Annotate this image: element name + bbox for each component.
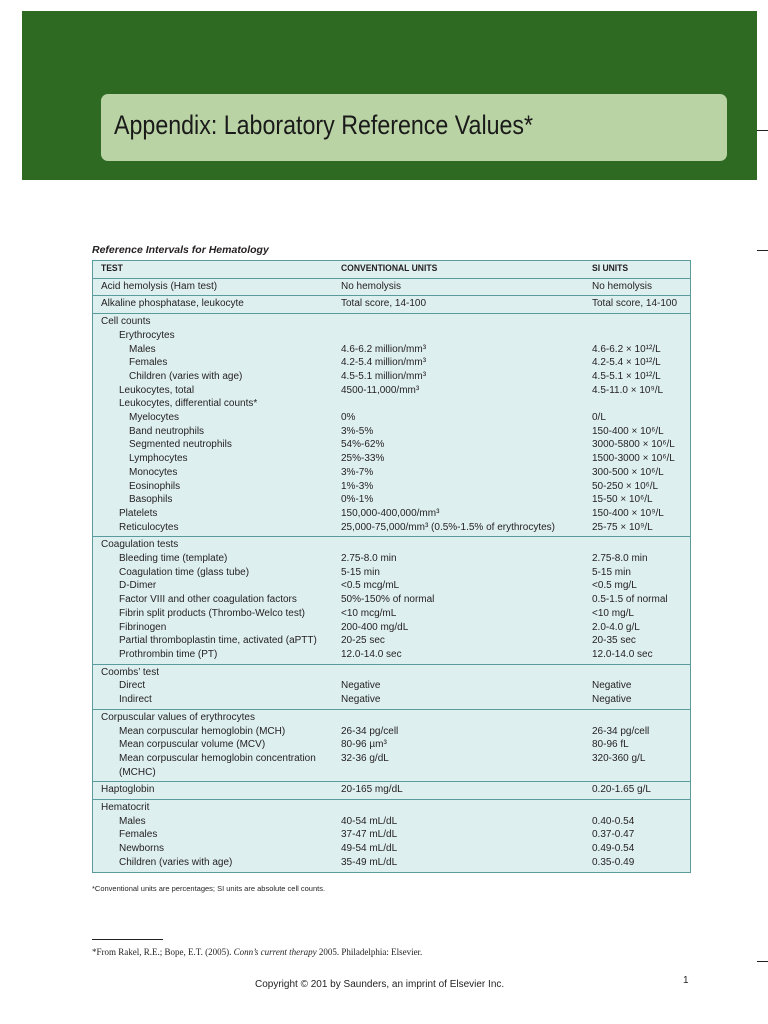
si-units-cell: Negative <box>592 680 632 692</box>
table-row <box>93 752 690 766</box>
conventional-units-cell: Negative <box>341 680 381 692</box>
si-units-cell: 4.2-5.4 × 10¹²/L <box>592 357 661 369</box>
si-units-cell: 0.37-0.47 <box>592 829 635 841</box>
test-name-cell: Leukocytes, differential counts* <box>119 398 258 410</box>
table-row <box>93 452 690 466</box>
test-name-cell: D-Dimer <box>119 580 157 592</box>
conventional-units-cell: 200-400 mg/dL <box>341 621 409 633</box>
conventional-units-cell: 37-47 mL/dL <box>341 829 398 841</box>
table-row <box>93 693 690 707</box>
table-row <box>93 725 690 739</box>
table-row <box>93 384 690 398</box>
table-row <box>93 766 690 780</box>
test-name-cell: Fibrin split products (Thrombo-Welco test) <box>119 607 305 619</box>
test-name-cell: Cell counts <box>101 316 151 328</box>
table-row <box>93 815 690 829</box>
table-row <box>93 679 690 693</box>
table-section <box>93 313 690 536</box>
table-row <box>93 607 690 621</box>
conventional-units-cell: 26-34 pg/cell <box>341 725 399 737</box>
conventional-units-cell: 4.5-5.1 million/mm³ <box>341 370 427 382</box>
table-row <box>93 648 690 662</box>
si-units-cell: No hemolysis <box>592 280 653 292</box>
conventional-units-cell <box>341 801 592 815</box>
column-header-si: SI UNITS <box>592 263 629 274</box>
conventional-units-cell <box>341 329 592 343</box>
si-units-cell <box>592 766 690 780</box>
column-header-conventional: CONVENTIONAL UNITS <box>341 263 438 274</box>
table-section <box>93 781 690 799</box>
si-units-cell: 0.5-1.5 of normal <box>592 594 668 606</box>
test-name-cell: Segmented neutrophils <box>129 439 232 451</box>
test-name-cell: Myelocytes <box>129 412 180 424</box>
test-name-cell: Females <box>119 829 158 841</box>
test-name-cell: Hematocrit <box>101 802 150 814</box>
si-units-cell <box>592 666 690 680</box>
table-row <box>93 666 690 680</box>
table-row <box>93 538 690 552</box>
table-row <box>93 507 690 521</box>
copyright-notice: Copyright © 201 by Saunders, an imprint of Elsevier Inc. <box>255 979 505 990</box>
table-caption: Reference Intervals for Hematology <box>92 244 269 256</box>
table-row <box>93 566 690 580</box>
test-name-cell: Children (varies with age) <box>119 856 233 868</box>
test-name-cell: Indirect <box>119 694 152 706</box>
table-row <box>93 521 690 535</box>
table-row <box>93 480 690 494</box>
conventional-units-cell: 1%-3% <box>341 480 374 492</box>
si-units-cell: 4.5-5.1 × 10¹²/L <box>592 370 661 382</box>
test-name-cell: Newborns <box>119 843 165 855</box>
table-row <box>93 343 690 357</box>
si-units-cell: Total score, 14-100 <box>592 298 678 310</box>
test-name-cell: Leukocytes, total <box>119 384 195 396</box>
conventional-units-cell: 25,000-75,000/mm³ (0.5%-1.5% of erythrocytes) <box>341 521 555 533</box>
conventional-units-cell: 5-15 min <box>341 566 380 578</box>
conventional-units-cell: 4.2-5.4 million/mm³ <box>341 357 427 369</box>
si-units-cell <box>592 801 690 815</box>
si-units-cell: 2.0-4.0 g/L <box>592 621 640 633</box>
conventional-units-cell <box>341 711 592 725</box>
conventional-units-cell: 0% <box>341 412 356 424</box>
title-box <box>101 94 727 161</box>
table-row <box>93 579 690 593</box>
units-footnote: *Conventional units are percentages; SI units are absolute cell counts. <box>92 884 326 893</box>
table-row <box>93 425 690 439</box>
conventional-units-cell <box>341 766 592 780</box>
si-units-cell: 80-96 fL <box>592 739 629 751</box>
table-row <box>93 329 690 343</box>
footnote-rule <box>92 939 163 940</box>
si-units-cell: 5-15 min <box>592 566 631 578</box>
conventional-units-cell: 3%-7% <box>341 466 374 478</box>
test-name-cell: Corpuscular values of erythrocytes <box>101 711 255 723</box>
conventional-units-cell: 4500-11,000/mm³ <box>341 384 420 396</box>
table-section <box>93 536 690 663</box>
si-units-cell: 0.20-1.65 g/L <box>592 784 651 796</box>
table-row <box>93 593 690 607</box>
si-units-cell <box>592 538 690 552</box>
table-row <box>93 397 690 411</box>
test-name-cell: Mean corpuscular hemoglobin (MCH) <box>119 725 286 737</box>
table-row <box>93 356 690 370</box>
test-name-cell: Erythrocytes <box>119 329 175 341</box>
test-name-cell: Children (varies with age) <box>129 370 243 382</box>
table-row <box>93 634 690 648</box>
conventional-units-cell: 40-54 mL/dL <box>341 815 398 827</box>
citation-title: Conn’s current therapy <box>233 947 317 957</box>
page-number: 1 <box>683 975 689 986</box>
test-name-cell: Haptoglobin <box>101 784 155 796</box>
si-units-cell: 0.40-0.54 <box>592 815 635 827</box>
test-name-cell: Alkaline phosphatase, leukocyte <box>101 298 244 310</box>
conventional-units-cell: 50%-150% of normal <box>341 594 435 606</box>
citation-suffix: 2005. Philadelphia: Elsevier. <box>316 947 423 957</box>
table-row <box>93 738 690 752</box>
si-units-cell: 0/L <box>592 412 606 424</box>
table-row <box>93 438 690 452</box>
test-name-cell: Factor VIII and other coagulation factors <box>119 594 297 606</box>
conventional-units-cell: 25%-33% <box>341 453 385 465</box>
si-units-cell: 320-360 g/L <box>592 752 646 764</box>
crop-mark <box>757 961 768 962</box>
si-units-cell: 0.49-0.54 <box>592 843 635 855</box>
test-name-cell: (MCHC) <box>119 766 156 778</box>
conventional-units-cell <box>341 538 592 552</box>
conventional-units-cell: 49-54 mL/dL <box>341 843 398 855</box>
table-row <box>93 828 690 842</box>
test-name-cell: Males <box>129 343 156 355</box>
table-row <box>93 856 690 870</box>
test-name-cell: Direct <box>119 680 146 692</box>
test-name-cell: Mean corpuscular hemoglobin concentration <box>119 752 316 764</box>
conventional-units-cell: 54%-62% <box>341 439 385 451</box>
table-row <box>93 315 690 329</box>
conventional-units-cell: 20-25 sec <box>341 635 385 647</box>
table-section <box>93 709 690 782</box>
conventional-units-cell <box>341 666 592 680</box>
si-units-cell: <10 mg/L <box>592 607 634 619</box>
si-units-cell: 12.0-14.0 sec <box>592 648 653 660</box>
table-section <box>93 295 690 313</box>
table-header-row <box>93 261 690 278</box>
si-units-cell: 50-250 × 10⁶/L <box>592 480 659 492</box>
reference-table <box>92 260 691 873</box>
si-units-cell <box>592 711 690 725</box>
conventional-units-cell <box>341 397 592 411</box>
table-row <box>93 621 690 635</box>
conventional-units-cell: <10 mcg/mL <box>341 607 397 619</box>
test-name-cell: Mean corpuscular volume (MCV) <box>119 739 266 751</box>
test-name-cell: Basophils <box>129 494 173 506</box>
conventional-units-cell: 20-165 mg/dL <box>341 784 403 796</box>
test-name-cell: Acid hemolysis (Ham test) <box>101 280 218 292</box>
test-name-cell: Coagulation tests <box>101 539 179 551</box>
si-units-cell: 0.35-0.49 <box>592 856 635 868</box>
header-banner <box>22 11 757 180</box>
table-row <box>93 280 690 294</box>
conventional-units-cell: 2.75-8.0 min <box>341 553 397 565</box>
conventional-units-cell: 0%-1% <box>341 494 374 506</box>
table-row <box>93 370 690 384</box>
citation-prefix: *From Rakel, R.E.; Bope, E.T. (2005). <box>92 947 234 957</box>
source-citation <box>92 947 422 957</box>
si-units-cell <box>592 329 690 343</box>
table-row <box>93 411 690 425</box>
conventional-units-cell: 32-36 g/dL <box>341 752 389 764</box>
table-row <box>93 783 690 797</box>
si-units-cell: 26-34 pg/cell <box>592 725 650 737</box>
test-name-cell: Platelets <box>119 507 158 519</box>
table-row <box>93 842 690 856</box>
table-row <box>93 297 690 311</box>
si-units-cell: 4.5-11.0 × 10⁹/L <box>592 384 664 396</box>
conventional-units-cell: Total score, 14-100 <box>341 298 427 310</box>
test-name-cell: Monocytes <box>129 466 178 478</box>
table-row <box>93 493 690 507</box>
table-section <box>93 799 690 872</box>
test-name-cell: Coombs’ test <box>101 666 159 678</box>
conventional-units-cell: <0.5 mcg/mL <box>341 580 400 592</box>
table-section <box>93 664 690 709</box>
test-name-cell: Eosinophils <box>129 480 181 492</box>
si-units-cell: 3000-5800 × 10⁶/L <box>592 439 675 451</box>
si-units-cell: 15-50 × 10⁶/L <box>592 494 653 506</box>
si-units-cell: 150-400 × 10⁶/L <box>592 425 664 437</box>
test-name-cell: Reticulocytes <box>119 521 179 533</box>
si-units-cell: 150-400 × 10⁹/L <box>592 507 664 519</box>
si-units-cell: 25-75 × 10⁹/L <box>592 521 653 533</box>
si-units-cell: 20-35 sec <box>592 635 636 647</box>
conventional-units-cell: 150,000-400,000/mm³ <box>341 507 440 519</box>
test-name-cell: Fibrinogen <box>119 621 167 633</box>
test-name-cell: Females <box>129 357 168 369</box>
si-units-cell: 2.75-8.0 min <box>592 553 648 565</box>
crop-mark <box>757 250 768 251</box>
table-row <box>93 711 690 725</box>
si-units-cell: <0.5 mg/L <box>592 580 637 592</box>
conventional-units-cell: 35-49 mL/dL <box>341 856 398 868</box>
si-units-cell <box>592 315 690 329</box>
test-name-cell: Coagulation time (glass tube) <box>119 566 250 578</box>
table-row <box>93 552 690 566</box>
test-name-cell: Prothrombin time (PT) <box>119 648 218 660</box>
si-units-cell: Negative <box>592 694 632 706</box>
si-units-cell: 4.6-6.2 × 10¹²/L <box>592 343 661 355</box>
conventional-units-cell: 3%-5% <box>341 425 374 437</box>
conventional-units-cell: 4.6-6.2 million/mm³ <box>341 343 427 355</box>
si-units-cell: 1500-3000 × 10⁶/L <box>592 453 675 465</box>
test-name-cell: Lymphocytes <box>129 453 188 465</box>
table-row <box>93 801 690 815</box>
table-section <box>93 278 690 296</box>
conventional-units-cell: 12.0-14.0 sec <box>341 648 402 660</box>
test-name-cell: Band neutrophils <box>129 425 205 437</box>
conventional-units-cell: 80-96 µm³ <box>341 739 387 751</box>
conventional-units-cell: No hemolysis <box>341 280 402 292</box>
conventional-units-cell <box>341 315 592 329</box>
si-units-cell: 300-500 × 10⁶/L <box>592 466 664 478</box>
test-name-cell: Males <box>119 815 146 827</box>
crop-mark <box>757 130 768 131</box>
page-title: Appendix: Laboratory Reference Values* <box>114 110 534 140</box>
si-units-cell <box>592 397 690 411</box>
conventional-units-cell: Negative <box>341 694 381 706</box>
column-header-test: TEST <box>101 263 123 274</box>
table-row <box>93 466 690 480</box>
test-name-cell: Partial thromboplastin time, activated (aPTT) <box>119 635 317 647</box>
test-name-cell: Bleeding time (template) <box>119 553 228 565</box>
